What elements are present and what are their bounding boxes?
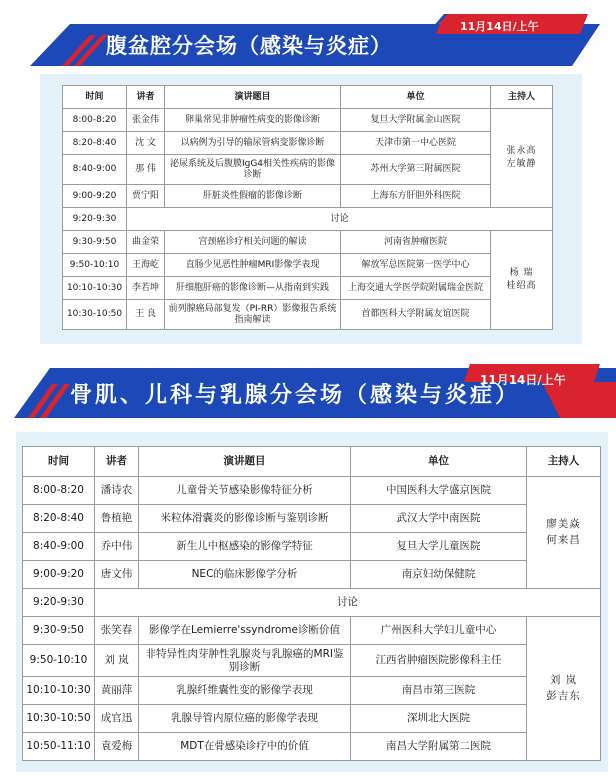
row-speaker: 李若坤 — [127, 277, 165, 300]
row-unit: 解放军总医院第一医学中心 — [341, 254, 491, 277]
row-time: 10:10-10:30 — [63, 277, 127, 300]
row-speaker: 袁爱梅 — [95, 733, 139, 761]
row-unit: 上海东方肝胆外科医院 — [341, 185, 491, 208]
table-row — [63, 277, 553, 300]
row-time: 10:10-10:30 — [23, 677, 95, 705]
schedule-table — [22, 446, 601, 761]
header-unit: 单位 — [351, 447, 527, 477]
table-row — [63, 300, 553, 330]
row-time: 9:30-9:50 — [63, 231, 127, 254]
row-speaker: 张金伟 — [127, 109, 165, 132]
header-time: 时间 — [63, 86, 127, 109]
table-row — [63, 231, 553, 254]
row-unit: 广州医科大学妇儿童中心 — [351, 617, 527, 645]
table-row — [63, 132, 553, 155]
row-time: 8:00-8:20 — [63, 109, 127, 132]
host-name: 刘 岚 — [549, 673, 578, 686]
host-name: 张永高 — [506, 145, 537, 156]
row-unit: 武汉大学中南医院 — [351, 505, 527, 533]
row-topic: 新生儿中枢感染的影像学特征 — [139, 533, 351, 561]
row-time: 8:40-9:00 — [63, 155, 127, 185]
row-unit: 江西省肿瘤医院影像科主任 — [351, 645, 527, 677]
row-time: 9:30-9:50 — [23, 617, 95, 645]
table-row — [23, 733, 601, 761]
host-name: 杨 瑞 — [509, 267, 534, 278]
table-row — [23, 617, 601, 645]
row-speaker: 潘诗农 — [95, 477, 139, 505]
row-speaker: 张笑春 — [95, 617, 139, 645]
row-time: 10:50-11:10 — [23, 733, 95, 761]
row-speaker: 黄丽萍 — [95, 677, 139, 705]
row-unit: 苏州大学第三附属医院 — [341, 155, 491, 185]
table-row — [23, 677, 601, 705]
table-row — [23, 561, 601, 589]
row-time: 9:50-10:10 — [23, 645, 95, 677]
host-name: 何来昌 — [546, 533, 581, 546]
header-speaker: 讲者 — [95, 447, 139, 477]
table-row — [23, 505, 601, 533]
row-speaker: 沈 文 — [127, 132, 165, 155]
row-topic: 泌尿系统及后腹膜IgG4相关性疾病的影像诊断 — [165, 155, 341, 185]
row-unit: 南昌市第三医院 — [351, 677, 527, 705]
row-speaker: 贾宁阳 — [127, 185, 165, 208]
discussion-row — [23, 589, 601, 617]
row-topic: MDT在骨感染诊疗中的价值 — [139, 733, 351, 761]
host-cell — [491, 231, 553, 330]
row-topic: 儿童骨关节感染影像特征分析 — [139, 477, 351, 505]
session-abdomen-pelvis — [0, 0, 616, 350]
row-speaker: 刘 岚 — [95, 645, 139, 677]
host-name: 桂绍高 — [506, 281, 537, 291]
row-time: 8:40-9:00 — [23, 533, 95, 561]
session-title: 腹盆腔分会场（感染与炎症） — [106, 34, 392, 58]
session-banner — [0, 362, 616, 422]
row-topic: 肝脏炎性假瘤的影像诊断 — [165, 185, 341, 208]
row-speaker: 唐文伟 — [95, 561, 139, 589]
row-topic: 卵巢常见非肿瘤性病变的影像诊断 — [165, 109, 341, 132]
row-speaker: 鲁植艳 — [95, 505, 139, 533]
row-time: 8:20-8:40 — [23, 505, 95, 533]
table-header-row — [63, 86, 553, 109]
table-header-row — [23, 447, 601, 477]
host-name: 左敏静 — [506, 159, 537, 169]
table-row — [23, 533, 601, 561]
session-date: 11月14日/上午 — [460, 20, 539, 33]
row-unit: 南京妇幼保健院 — [351, 561, 527, 589]
schedule-table — [62, 85, 553, 330]
discussion-row — [63, 208, 553, 231]
session-title: 骨肌、儿科与乳腺分会场（感染与炎症） — [70, 383, 521, 408]
header-speaker: 讲者 — [127, 86, 165, 109]
row-time: 8:20-8:40 — [63, 132, 127, 155]
table-row — [63, 109, 553, 132]
host-cell — [527, 477, 601, 589]
discussion-time: 9:20-9:30 — [23, 589, 95, 617]
row-speaker: 王海屹 — [127, 254, 165, 277]
row-unit: 河南省肿瘤医院 — [341, 231, 491, 254]
row-topic: 乳腺纤维囊性变的影像学表现 — [139, 677, 351, 705]
header-topic: 演讲题目 — [165, 86, 341, 109]
host-cell — [527, 617, 601, 761]
header-topic: 演讲题目 — [139, 447, 351, 477]
row-speaker: 乔中伟 — [95, 533, 139, 561]
session-banner — [0, 0, 616, 70]
row-unit: 深圳北大医院 — [351, 705, 527, 733]
header-time: 时间 — [23, 447, 95, 477]
row-topic: 前列腺癌局部复发（PI-RR）影像报告系统指南解读 — [165, 300, 341, 330]
row-speaker: 成官迅 — [95, 705, 139, 733]
row-unit: 南昌大学附属第二医院 — [351, 733, 527, 761]
table-row — [63, 254, 553, 277]
row-topic: 米粒体滑囊炎的影像诊断与鉴别诊断 — [139, 505, 351, 533]
host-name: 彭吉东 — [546, 689, 581, 702]
row-unit: 复旦大学附属金山医院 — [341, 109, 491, 132]
table-row — [23, 705, 601, 733]
row-topic: 直肠少见恶性肿瘤MRI影像学表现 — [165, 254, 341, 277]
discussion-time: 9:20-9:30 — [63, 208, 127, 231]
header-host: 主持人 — [527, 447, 601, 477]
row-unit: 天津市第一中心医院 — [341, 132, 491, 155]
session-date: 11月14日/上午 — [480, 373, 566, 387]
row-time: 10:30-10:50 — [23, 705, 95, 733]
row-unit: 复旦大学儿童医院 — [351, 533, 527, 561]
header-host: 主持人 — [491, 86, 553, 109]
row-topic: 乳腺导管内原位癌的影像学表现 — [139, 705, 351, 733]
row-topic: 影像学在Lemierre'ssyndrome诊断价值 — [139, 617, 351, 645]
discussion-label: 讨论 — [95, 589, 601, 617]
row-topic: 以病例为引导的输尿管病变影像诊断 — [165, 132, 341, 155]
row-topic: NEC的临床影像学分析 — [139, 561, 351, 589]
header-unit: 单位 — [341, 86, 491, 109]
row-time: 8:00-8:20 — [23, 477, 95, 505]
row-time: 9:00-9:20 — [63, 185, 127, 208]
discussion-label: 讨论 — [127, 208, 553, 231]
row-unit: 上海交通大学医学院附属瑞金医院 — [341, 277, 491, 300]
session-musculoskeletal-pediatric-breast — [0, 362, 616, 776]
row-topic: 非特异性肉芽肿性乳腺炎与乳腺癌的MRI鉴别诊断 — [139, 645, 351, 677]
row-unit: 中国医科大学盛京医院 — [351, 477, 527, 505]
row-speaker: 曲金荣 — [127, 231, 165, 254]
row-time: 9:00-9:20 — [23, 561, 95, 589]
row-topic: 宫颈癌诊疗相关问题的解读 — [165, 231, 341, 254]
row-topic: 肝细胞肝癌的影像诊断—从指南到实践 — [165, 277, 341, 300]
host-name: 廖美焱 — [546, 517, 581, 530]
table-row — [63, 185, 553, 208]
row-time: 9:50-10:10 — [63, 254, 127, 277]
row-speaker: 王 良 — [127, 300, 165, 330]
row-speaker: 那 伟 — [127, 155, 165, 185]
table-row — [23, 477, 601, 505]
host-cell — [491, 109, 553, 208]
row-unit: 首都医科大学附属友谊医院 — [341, 300, 491, 330]
table-row — [23, 645, 601, 677]
row-time: 10:30-10:50 — [63, 300, 127, 330]
table-row — [63, 155, 553, 185]
